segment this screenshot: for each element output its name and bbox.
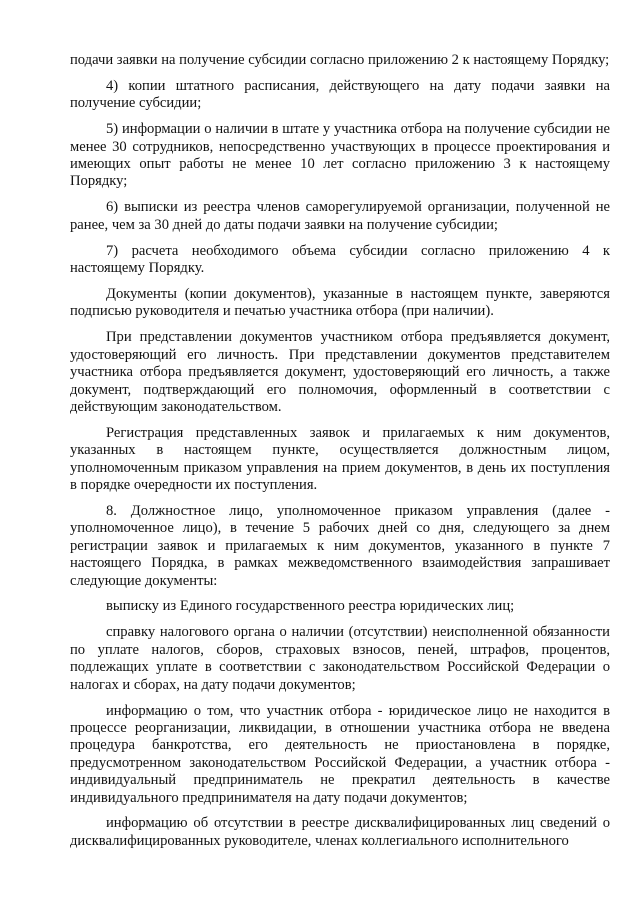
paragraph-identity: При представлении документов участником отбора предъявляется документ, удостоверяющий его личность. При представлении документов представителем участника отбора предъявляется документ, удостоверяющий его личность, а также документ, подтверждающий его полномочия, оформленный в соответствии с действующим законодательством. xyxy=(70,329,610,415)
paragraph-reorganization-info: информацию о том, что участник отбора - юридическое лицо не находится в процессе реорганизации, ликвидации, в отношении участника отбора не введена процедура банкротства, его деятельность не приостановлена в порядке, предусмотренном законодательством Российской Федерации, а участник отбора - индивидуальный предприниматель не прекратил деятельность в качестве индивидуального предпринимателя на дату подачи документов; xyxy=(70,702,610,806)
paragraph-egrul-extract: выписку из Единого государственного реестра юридических лиц; xyxy=(106,598,515,615)
document-page xyxy=(70,52,610,859)
paragraph-item-7: 7) расчета необходимого объема субсидии согласно приложению 4 к настоящему Порядку. xyxy=(70,242,610,277)
paragraph-section-8: 8. Должностное лицо, уполномоченное приказом управления (далее - уполномоченное лицо), в течение 5 рабочих дней со дня, следующего за днем регистрации заявок и прилагаемых к ним документов, указанного в пункте 7 настоящего Порядка, в рамках межведомственного взаимодействия запрашивает следующие документы: xyxy=(70,502,610,589)
paragraph-registration: Регистрация представленных заявок и прилагаемых к ним документов, указанных в настоящем пункте, осуществляется должностным лицом, уполномоченным приказом управления на прием документов, в день их поступления в порядке очередности их поступления. xyxy=(70,424,610,494)
paragraph-certification: Документы (копии документов), указанные в настоящем пункте, заверяются подписью руководителя и печатью участника отбора (при наличии). xyxy=(70,285,610,320)
paragraph-item-4: 4) копии штатного расписания, действующего на дату подачи заявки на получение субсидии; xyxy=(70,77,610,112)
paragraph-disqualification-info: информацию об отсутствии в реестре дисквалифицированных лиц сведений о дисквалифицированных руководителе, членах коллегиального исполнительного xyxy=(70,815,610,849)
paragraph-item-5: 5) информации о наличии в штате у участника отбора на получение субсидии не менее 30 сотрудников, непосредственно участвующих в процессе проектирования и имеющих опыт работы не менее 10 лет согласно приложению 3 к настоящему Порядку; xyxy=(70,121,610,190)
paragraph-continuation: подачи заявки на получение субсидии согласно приложению 2 к настоящему Порядку; xyxy=(70,52,610,68)
paragraph-item-6: 6) выписки из реестра членов саморегулируемой организации, полученной не ранее, чем за 30 дней до даты подачи заявки на получение субсидии; xyxy=(70,199,610,233)
paragraph-tax-certificate: справку налогового органа о наличии (отсутствии) неисполненной обязанности по уплате налогов, сборов, страховых взносов, пеней, штрафов, процентов, подлежащих уплате в соответствии с законодательством Российской Федерации о налогах и сборах, на дату подачи документов; xyxy=(70,624,610,693)
